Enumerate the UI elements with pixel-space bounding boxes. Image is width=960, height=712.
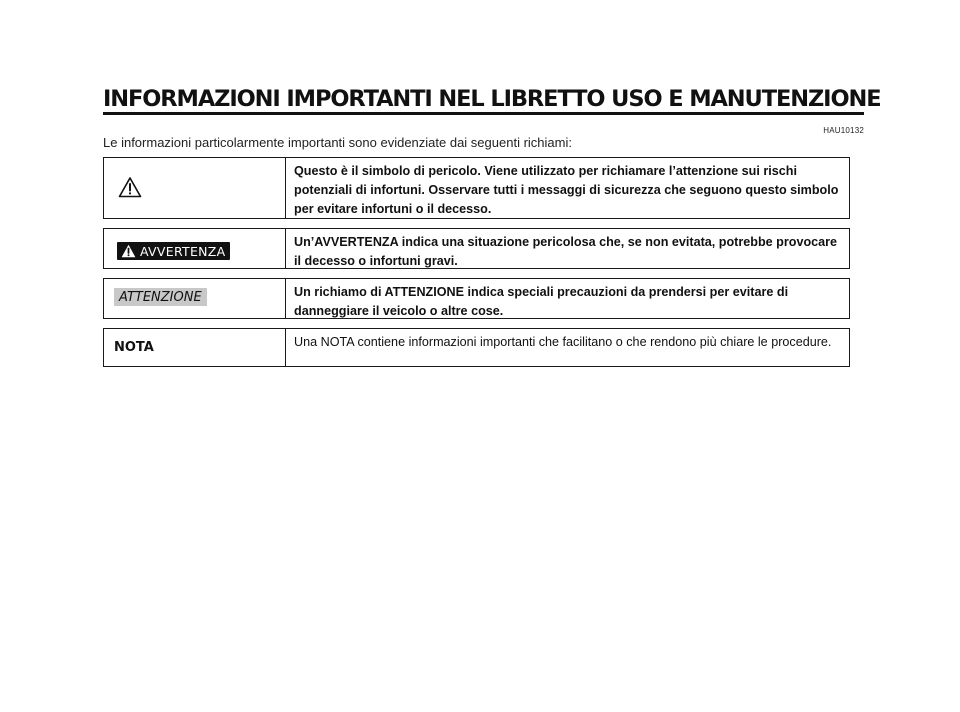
notice-divider [285,158,286,218]
warning-triangle-icon [121,244,136,258]
notice-divider [285,279,286,318]
notice-warning [103,228,850,269]
caution-badge: ATTENZIONE [114,288,207,306]
intro-text: Le informazioni particolarmente importanti sono evidenziate dai seguenti richiami: [103,135,572,150]
notice-text: Un richiamo di ATTENZIONE indica speciali precauzioni da prendersi per evitare di danneggiare il veicolo o altre cose. [294,285,789,318]
notice-danger-symbol [103,157,850,219]
notice-divider [285,229,286,268]
notice-text: Una NOTA contiene informazioni importanti che facilitano o che rendono più chiare le procedure. [294,335,832,349]
notice-divider [285,329,286,366]
title-underline [103,112,864,115]
warning-label: AVVERTENZA [140,243,226,259]
note-label: NOTA [114,340,154,355]
danger-triangle-icon [118,176,142,198]
page-title: INFORMAZIONI IMPORTANTI NEL LIBRETTO USO E MANUTENZIONE [103,86,881,112]
document-code: HAU10132 [823,126,864,135]
notice-text: Questo è il simbolo di pericolo. Viene utilizzato per richiamare l’attenzione sui rischi potenziali di infortuni. Osservare tutti i messaggi di sicurezza che seguono questo simbolo per evitare infortuni o il decesso. [294,164,839,216]
notice-caution [103,278,850,319]
notice-text: Un’AVVERTENZA indica una situazione pericolosa che, se non evitata, potrebbe provocare il decesso o infortuni gravi. [294,235,838,268]
warning-badge [117,242,230,260]
notice-note [103,328,850,367]
